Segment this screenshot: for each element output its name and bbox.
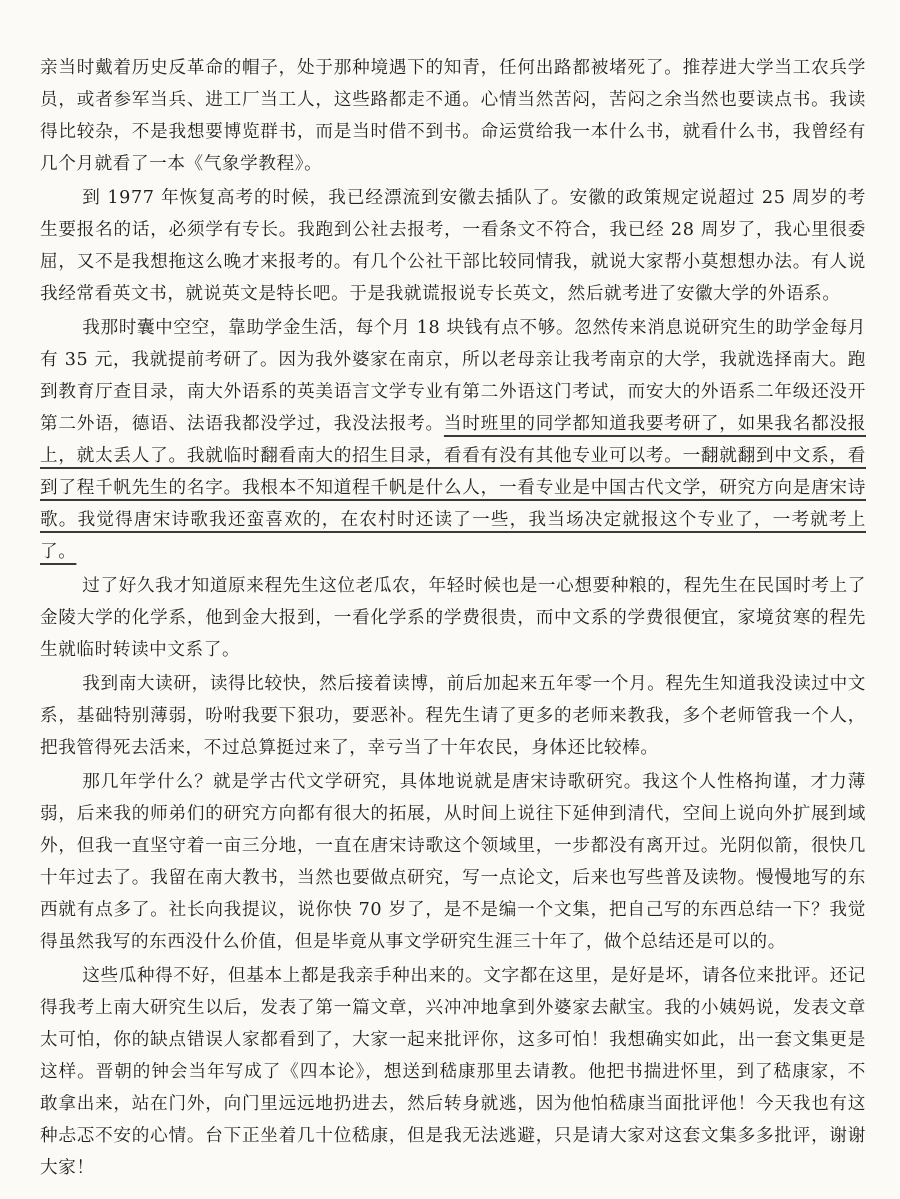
paragraph-5 [40, 668, 866, 764]
paragraph-6 [40, 766, 866, 958]
paragraph-1 [40, 52, 866, 180]
document-page [40, 52, 866, 1186]
paragraph-7-text: 这些瓜种得不好，但基本上都是我亲手种出来的。文字都在这里，是好是坏，请各位来批评。还记得我考上南大研究生以后，发表了第一篇文章，兴冲冲地拿到外婆家去献宝。我的小姨妈说，发表文章太可怕，你的缺点错误人家都看到了，大家一起来批评你，这多可怕！我想确实如此，出一套文集更是这样。晋朝的钟会当年写成了《四本论》，想送到嵇康那里去请教。他把书揣进怀里，到了嵇康家，不敢拿出来，站在门外，向门里远远地扔进去，然后转身就逃，因为他怕嵇康当面批评他！今天我也有这种忐忑不安的心情。台下正坐着几十位嵇康，但是我无法逃避，只是请大家对这套文集多多批评，谢谢大家！ [40, 966, 866, 1178]
paragraph-3-text: 我那时囊中空空，靠助学金生活，每个月 18 块钱有点不够。忽然传来消息说研究生的助学金每月有 35 元，我就提前考研了。因为我外婆家在南京，所以老母亲让我考南京的大学，我就选择南大。跑到教育厅查目录，南大外语系的英美语言文学专业有第二外语这门考试，而安大的外语系二年级还没开第二外语，德语、法语我都没学过，我没法报考。 [40, 318, 866, 434]
paragraph-1-text: 亲当时戴着历史反革命的帽子，处于那种境遇下的知青，任何出路都被堵死了。推荐进大学当工农兵学员，或者参军当兵、进工厂当工人，这些路都走不通。心情当然苦闷，苦闷之余当然也要读点书。我读得比较杂，不是我想要博览群书，而是当时借不到书。命运赏给我一本什么书，就看什么书，我曾经有几个月就看了一本《气象学教程》。 [40, 58, 866, 174]
paragraph-2 [40, 182, 866, 310]
paragraph-6-text: 那几年学什么？就是学古代文学研究，具体地说就是唐宋诗歌研究。我这个人性格拘谨，才力薄弱，后来我的师弟们的研究方向都有很大的拓展，从时间上说往下延伸到清代，空间上说向外扩展到域外，但我一直坚守着一亩三分地，一直在唐宋诗歌这个领域里，一步都没有离开过。光阴似箭，很快几十年过去了。我留在南大教书，当然也要做点研究，写一点论文，后来也写些普及读物。慢慢地写的东西就有点多了。社长向我提议，说你快 70 岁了，是不是编一个文集，把自己写的东西总结一下？我觉得虽然我写的东西没什么价值，但是毕竟从事文学研究生涯三十年了，做个总结还是可以的。 [40, 772, 866, 952]
paragraph-4-text: 过了好久我才知道原来程先生这位老瓜农，年轻时候也是一心想要种粮的，程先生在民国时考上了金陵大学的化学系，他到金大报到，一看化学系的学费很贵，而中文系的学费很便宜，家境贫寒的程先生就临时转读中文系了。 [40, 576, 866, 660]
paragraph-5-text: 我到南大读研，读得比较快，然后接着读博，前后加起来五年零一个月。程先生知道我没读过中文系，基础特别薄弱，吩咐我要下狠功，要恶补。程先生请了更多的老师来教我，多个老师管我一个人，把我管得死去活来，不过总算挺过来了，幸亏当了十年农民，身体还比较棒。 [40, 674, 866, 758]
paragraph-3-underlined-text: 当时班里的同学都知道我要考研了，如果我名都没报上，就太丢人了。我就临时翻看南大的招生目录，看看有没有其他专业可以考。一翻就翻到中文系，看到了程千帆先生的名字。我根本不知道程千帆是什么人，一看专业是中国古代文学，研究方向是唐宋诗歌。我觉得唐宋诗歌我还蛮喜欢的，在农村时还读了一些，我当场决定就报这个专业了，一考就考上了。 [40, 414, 866, 562]
paragraph-4 [40, 570, 866, 666]
paragraph-2-text: 到 1977 年恢复高考的时候，我已经漂流到安徽去插队了。安徽的政策规定说超过 25 周岁的考生要报名的话，必须学有专长。我跑到公社去报考，一看条文不符合，我已经 28 周岁了，我心里很委屈，又不是我想拖这么晚才来报考的。有几个公社干部比较同情我，就说大家帮小莫想想办法。有人说我经常看英文书，就说英文是特长吧。于是我就谎报说专长英文，然后就考进了安徽大学的外语系。 [40, 188, 866, 304]
paragraph-7 [40, 960, 866, 1184]
paragraph-3 [40, 312, 866, 568]
